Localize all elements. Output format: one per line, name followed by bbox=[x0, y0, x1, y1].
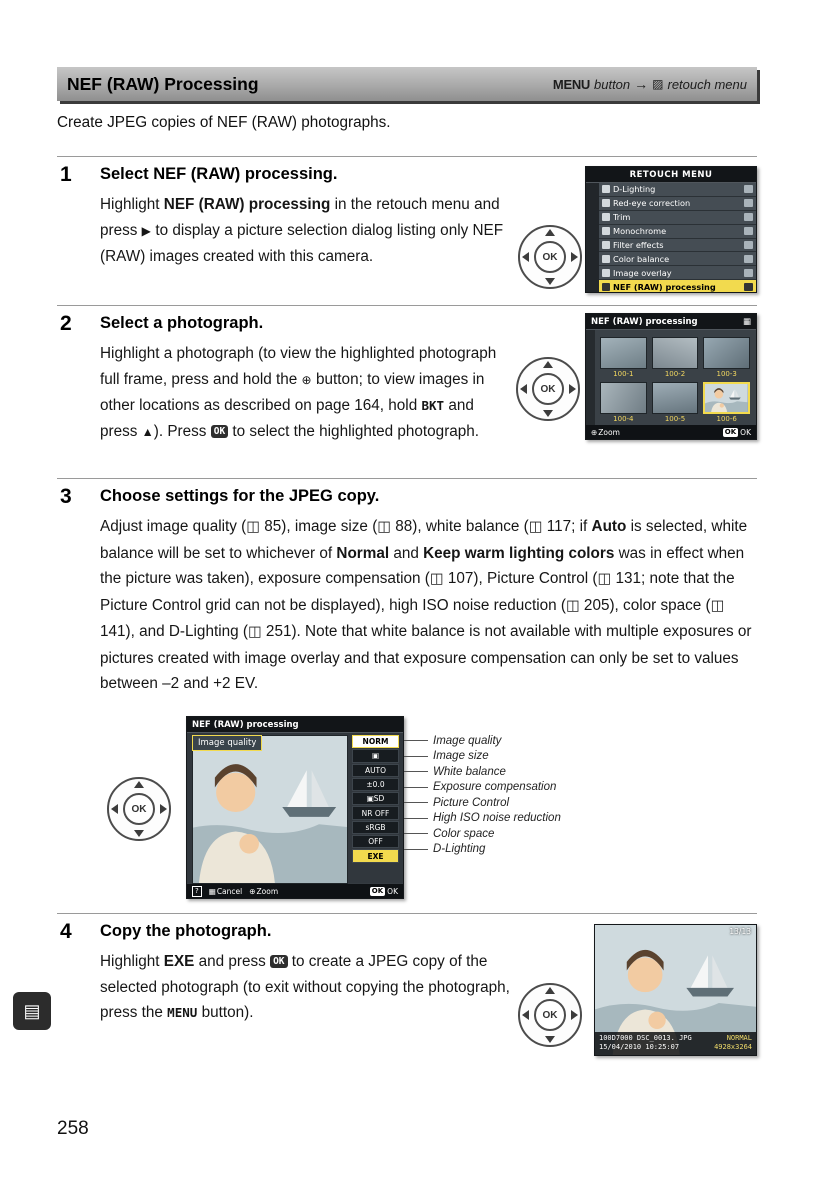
step-divider bbox=[57, 478, 757, 479]
arrow-left-icon bbox=[520, 384, 527, 394]
menu-item-right-icon bbox=[744, 269, 753, 277]
screen-footer bbox=[187, 884, 403, 898]
arrow-down-icon bbox=[134, 830, 144, 837]
leader-line bbox=[404, 849, 428, 850]
fan-label: Picture Control bbox=[404, 795, 561, 811]
arrow-down-icon bbox=[545, 1036, 555, 1043]
cancel-hint: ▦ Cancel bbox=[208, 886, 243, 896]
thumbnail-cell: 100-2 bbox=[652, 337, 699, 379]
step-body: Highlight EXE and press OK to create a JPEG copy of the selected photograph (to exit without copying the photograph, press the MENU button). bbox=[100, 953, 510, 1021]
menu-button-label: MENU bbox=[552, 76, 590, 92]
thumbnail-grid bbox=[595, 330, 756, 428]
fan-label: Image quality bbox=[404, 733, 561, 749]
setting-exe: EXE bbox=[352, 849, 399, 862]
arrow-down-icon bbox=[543, 410, 553, 417]
menu-item-selected: NEF (RAW) processing bbox=[599, 280, 756, 293]
ok-button-icon: OK bbox=[534, 999, 566, 1031]
step-number: 4 bbox=[60, 920, 72, 943]
thumbnail-cell: 100-5 bbox=[652, 382, 699, 424]
photo-info-row bbox=[599, 1043, 752, 1052]
setting-color-space: sRGB bbox=[352, 821, 399, 834]
page-header-bar bbox=[57, 67, 757, 101]
menu-item-icon bbox=[602, 213, 610, 221]
image-quality-value: NORMAL bbox=[726, 1034, 752, 1042]
arrow-up-icon bbox=[545, 229, 555, 236]
settings-body bbox=[187, 733, 403, 883]
step-title: Choose settings for the JPEG copy. bbox=[100, 487, 380, 505]
retouch-menu-label: retouch menu bbox=[667, 76, 747, 92]
thumbnail-cell-selected: 100-6 bbox=[703, 382, 750, 424]
leader-line bbox=[404, 833, 428, 834]
setting-exposure-compensation: ±0.0 bbox=[352, 778, 399, 791]
step-divider bbox=[57, 156, 757, 157]
file-name: 100D7000 DSC_0013. JPG bbox=[599, 1034, 692, 1042]
frame-counter: 13/13 bbox=[729, 927, 751, 936]
photo-thumbnail-selected bbox=[703, 382, 750, 414]
setting-picture-control: ▣SD bbox=[352, 792, 399, 805]
menu-item: Image overlay bbox=[599, 266, 756, 280]
settings-title: NEF (RAW) processing bbox=[187, 717, 403, 733]
menu-item-right-icon bbox=[744, 213, 753, 221]
menu-item-right-icon bbox=[744, 227, 753, 235]
photo-thumbnail bbox=[703, 337, 750, 369]
leader-line bbox=[404, 771, 428, 772]
menu-item: Filter effects bbox=[599, 239, 756, 253]
arrow-right-icon bbox=[571, 252, 578, 262]
arrow-up-icon bbox=[543, 361, 553, 368]
zoom-hint: ⊕ Zoom bbox=[591, 427, 620, 437]
step-number: 2 bbox=[60, 312, 72, 335]
image-size-value: 4928x3264 bbox=[714, 1043, 752, 1051]
photo-selection-title: NEF (RAW) processing bbox=[591, 316, 698, 327]
menu-guide-icon: ▤ bbox=[23, 1001, 41, 1021]
menu-item-icon bbox=[602, 185, 610, 193]
step-number: 1 bbox=[60, 163, 72, 186]
thumbnail-cell: 100-4 bbox=[600, 382, 647, 424]
fan-label: Color space bbox=[404, 826, 561, 842]
copy-result-screenshot bbox=[594, 924, 757, 1056]
selected-setting-label: Image quality bbox=[192, 735, 262, 751]
menu-item: D-Lighting bbox=[599, 183, 756, 197]
fan-label: White balance bbox=[404, 764, 561, 780]
photo-selection-screenshot bbox=[585, 313, 757, 440]
zoom-icon: ⊕ bbox=[249, 886, 256, 896]
photo-info-row bbox=[599, 1034, 752, 1043]
thumbnail-cell: 100-3 bbox=[703, 337, 750, 379]
fan-label: D-Lighting bbox=[404, 842, 561, 858]
multi-selector-icon bbox=[515, 356, 581, 422]
menu-button-word: button bbox=[594, 76, 631, 92]
step-body: Adjust image quality (◫ 85), image size (◫ 88), white balance (◫ 117; if Auto is selected, white balance will be set to whichever of Normal and Keep warm lighting colors was in effect when the picture was taken), exposure compensation (◫ 107), Picture Control (◫ 131; note that the Picture Control grid can not be displayed), high ISO noise reduction (◫ 205), color space (◫ 141), and D-Lighting (◫ 251). Note that white balance is not available with multiple exposures or pictures created with image overlay and that exposure compensation can only be set to values between –2 and +2 EV. bbox=[100, 518, 752, 692]
photo-selection-title-bar bbox=[586, 314, 756, 330]
ok-badge-icon: OK bbox=[371, 886, 384, 895]
multi-selector-icon bbox=[106, 776, 172, 842]
step-divider bbox=[57, 305, 757, 306]
setting-white-balance: AUTO bbox=[352, 764, 399, 777]
intro-text: Create JPEG copies of NEF (RAW) photographs. bbox=[57, 114, 391, 131]
help-icon: ? bbox=[192, 886, 202, 897]
reference-tab bbox=[13, 992, 51, 1030]
menu-path bbox=[553, 76, 747, 92]
menu-item-icon bbox=[602, 255, 610, 263]
thumbnail-side-strip bbox=[586, 330, 595, 428]
menu-item-icon bbox=[602, 199, 610, 207]
menu-item-right-icon bbox=[744, 241, 753, 249]
ok-button-icon: OK bbox=[534, 241, 566, 273]
menu-item: Color balance bbox=[599, 252, 756, 266]
multi-selector-icon bbox=[517, 982, 583, 1048]
ok-button-icon: OK bbox=[532, 373, 564, 405]
step-title: Select a photograph. bbox=[100, 314, 264, 332]
retouch-menu-body bbox=[586, 183, 756, 293]
arrow-right-icon bbox=[569, 384, 576, 394]
zoom-hint: ⊕ Zoom bbox=[249, 886, 279, 896]
cancel-icon: ▦ bbox=[208, 886, 216, 896]
retouch-menu-list bbox=[599, 183, 756, 293]
menu-item: Trim bbox=[599, 211, 756, 225]
step-body: Highlight a photograph (to view the highlighted photograph full frame, press and hold the ⊕ button; to view images in other locations as described on page 164, hold BKT and press ▲). Press OK to select the highlighted photograph. bbox=[100, 345, 497, 440]
multi-selector-icon bbox=[517, 224, 583, 290]
menu-item-right-icon bbox=[744, 185, 753, 193]
leader-line bbox=[404, 740, 428, 741]
ok-hint: OK OK bbox=[371, 886, 398, 896]
retouch-menu-title: RETOUCH MENU bbox=[586, 167, 756, 183]
page-title: NEF (RAW) Processing bbox=[67, 73, 259, 94]
zoom-icon: ⊕ bbox=[591, 427, 598, 437]
photo-info-overlay bbox=[595, 1032, 756, 1055]
menu-item: Monochrome bbox=[599, 225, 756, 239]
retouch-menu-icon: ▨ bbox=[652, 77, 664, 91]
arrow-right-icon bbox=[571, 1010, 578, 1020]
setting-high-iso-nr: NR OFF bbox=[352, 806, 399, 819]
thumbnail-area bbox=[586, 330, 756, 428]
menu-tab-strip bbox=[586, 183, 599, 293]
arrow-right-icon bbox=[160, 804, 167, 814]
step-body: Highlight NEF (RAW) processing in the retouch menu and press ▶ to display a picture selection dialog listing only NEF (RAW) images created with this camera. bbox=[100, 196, 504, 265]
step-number: 3 bbox=[60, 485, 72, 508]
menu-item-icon bbox=[602, 227, 610, 235]
ok-button-icon: OK bbox=[123, 793, 155, 825]
photo-thumbnail bbox=[652, 337, 699, 369]
datetime-value: 15/04/2010 10:25:07 bbox=[599, 1043, 680, 1051]
menu-item-icon bbox=[602, 283, 610, 291]
photo-thumbnail bbox=[600, 382, 647, 414]
photo-preview bbox=[192, 735, 348, 884]
setting-image-quality: NORM bbox=[352, 735, 399, 748]
page-number: 258 bbox=[57, 1118, 89, 1139]
arrow-up-icon bbox=[134, 781, 144, 788]
fan-label: Exposure compensation bbox=[404, 780, 561, 796]
arrow-left-icon bbox=[111, 804, 118, 814]
menu-item-right-icon bbox=[744, 255, 753, 263]
menu-item: Red-eye correction bbox=[599, 197, 756, 211]
step-title: Copy the photograph. bbox=[100, 922, 272, 940]
menu-item-icon bbox=[602, 241, 610, 249]
arrow-down-icon bbox=[545, 278, 555, 285]
photo-thumbnail bbox=[600, 337, 647, 369]
ok-badge-icon: OK bbox=[724, 427, 737, 436]
title-bar-icon: ▦ bbox=[742, 316, 751, 327]
settings-column bbox=[352, 735, 399, 863]
arrow-up-icon bbox=[545, 987, 555, 994]
fan-label: High ISO noise reduction bbox=[404, 811, 561, 827]
ok-hint: OK OK bbox=[724, 427, 751, 437]
screen-footer bbox=[586, 425, 756, 439]
leader-line bbox=[404, 802, 428, 803]
arrow-icon: → bbox=[634, 76, 649, 92]
step-title: Select NEF (RAW) processing. bbox=[100, 165, 338, 183]
leader-line bbox=[404, 787, 428, 788]
menu-item-icon bbox=[602, 269, 610, 277]
menu-item-right-icon bbox=[744, 283, 753, 291]
photo-thumbnail bbox=[652, 382, 699, 414]
leader-line bbox=[404, 756, 428, 757]
thumbnail-cell: 100-1 bbox=[600, 337, 647, 379]
arrow-left-icon bbox=[522, 1010, 529, 1020]
setting-d-lighting: OFF bbox=[352, 835, 399, 848]
fan-label: Image size bbox=[404, 749, 561, 765]
leader-line bbox=[404, 818, 428, 819]
settings-screenshot bbox=[186, 716, 404, 899]
arrow-left-icon bbox=[522, 252, 529, 262]
setting-image-size: ▣ bbox=[352, 749, 399, 762]
settings-label-fan bbox=[404, 733, 561, 857]
menu-item-right-icon bbox=[744, 199, 753, 207]
step-divider bbox=[57, 913, 757, 914]
retouch-menu-screenshot bbox=[585, 166, 757, 293]
